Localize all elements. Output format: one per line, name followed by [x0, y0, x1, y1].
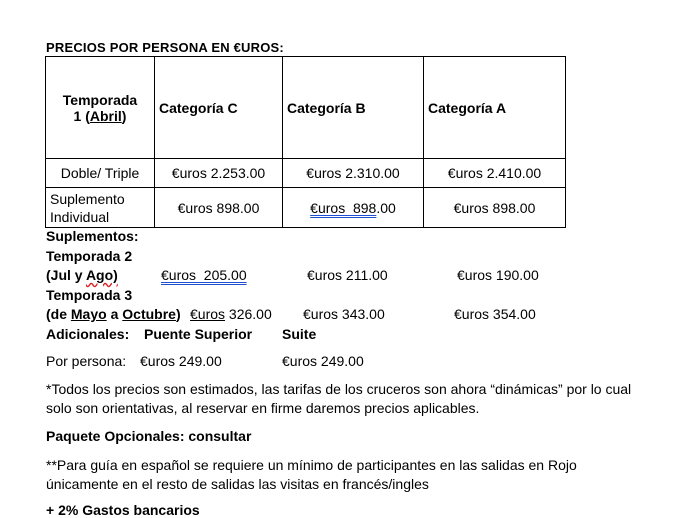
puente-superior-header: Puente Superior [144, 326, 253, 342]
temporada-3-price-a: €uros 354.00 [454, 306, 536, 322]
category-b-header: Categoría B [283, 57, 424, 159]
adicionales-label: Adicionales: [46, 326, 130, 342]
category-a-header: Categoría A [424, 57, 566, 159]
temporada-3-months: (de Mayo a Octubre) [46, 306, 181, 322]
suplementos-heading: Suplementos: [46, 228, 139, 244]
season-header-cell [46, 57, 155, 159]
season-month-abril: Abril [89, 107, 122, 124]
category-c-header: Categoría C [155, 57, 283, 159]
price-cat-b: €uros 898.00 [283, 188, 424, 228]
paquete-opcionales: Paquete Opcionales: consultar [46, 428, 252, 444]
table-row-doble-triple [46, 159, 566, 188]
guide-note: **Para guía en español se requiere un mínimo de participantes en las salidas en Rojo únicamente en el resto de salidas las visitas en francés/ingles [46, 457, 577, 492]
gastos-bancarios: + 2% Gastos bancarios [46, 502, 200, 518]
page-title: PRECIOS POR PERSONA EN €UROS: [46, 40, 284, 55]
temporada-2-price-a: €uros 190.00 [457, 267, 539, 283]
price-cat-a: €uros 2.410.00 [424, 159, 566, 188]
row-label: Doble/ Triple [46, 159, 155, 188]
season-header-line1: Temporada [62, 91, 138, 108]
temporada-2-price-c: €uros 205.00 [161, 267, 247, 283]
temporada-2-price-b: €uros 211.00 [307, 267, 388, 283]
row-label: Suplemento Individual [46, 188, 155, 228]
estimated-prices-note: *Todos los precios son estimados, las tarifas de los cruceros son ahora “dinámicas” por lo cual solo son orientativas, al reservar en firme daremos precios aplicables. [46, 381, 632, 416]
price-puente-superior: €uros 249.00 [140, 353, 222, 369]
temporada-3-price-c: €uros 326.00 [190, 306, 272, 322]
prices-table [45, 56, 566, 228]
price-suite: €uros 249.00 [282, 353, 364, 369]
suite-header: Suite [282, 326, 317, 342]
temporada-3-title: Temporada 3 [46, 287, 133, 303]
price-cat-c: €uros 898.00 [155, 188, 283, 228]
table-header-row [46, 57, 566, 159]
table-row-suplemento-individual [46, 188, 566, 228]
price-cat-c: €uros 2.253.00 [155, 159, 283, 188]
temporada-2-months: (Jul y Ago) [46, 267, 118, 283]
price-cat-a: €uros 898.00 [424, 188, 566, 228]
temporada-2-title: Temporada 2 [46, 248, 133, 264]
por-persona-label: Por persona: [46, 353, 127, 369]
season-header-line2: 1 (Abril) [73, 107, 127, 124]
temporada-3-price-b: €uros 343.00 [303, 306, 385, 322]
price-cat-b: €uros 2.310.00 [283, 159, 424, 188]
